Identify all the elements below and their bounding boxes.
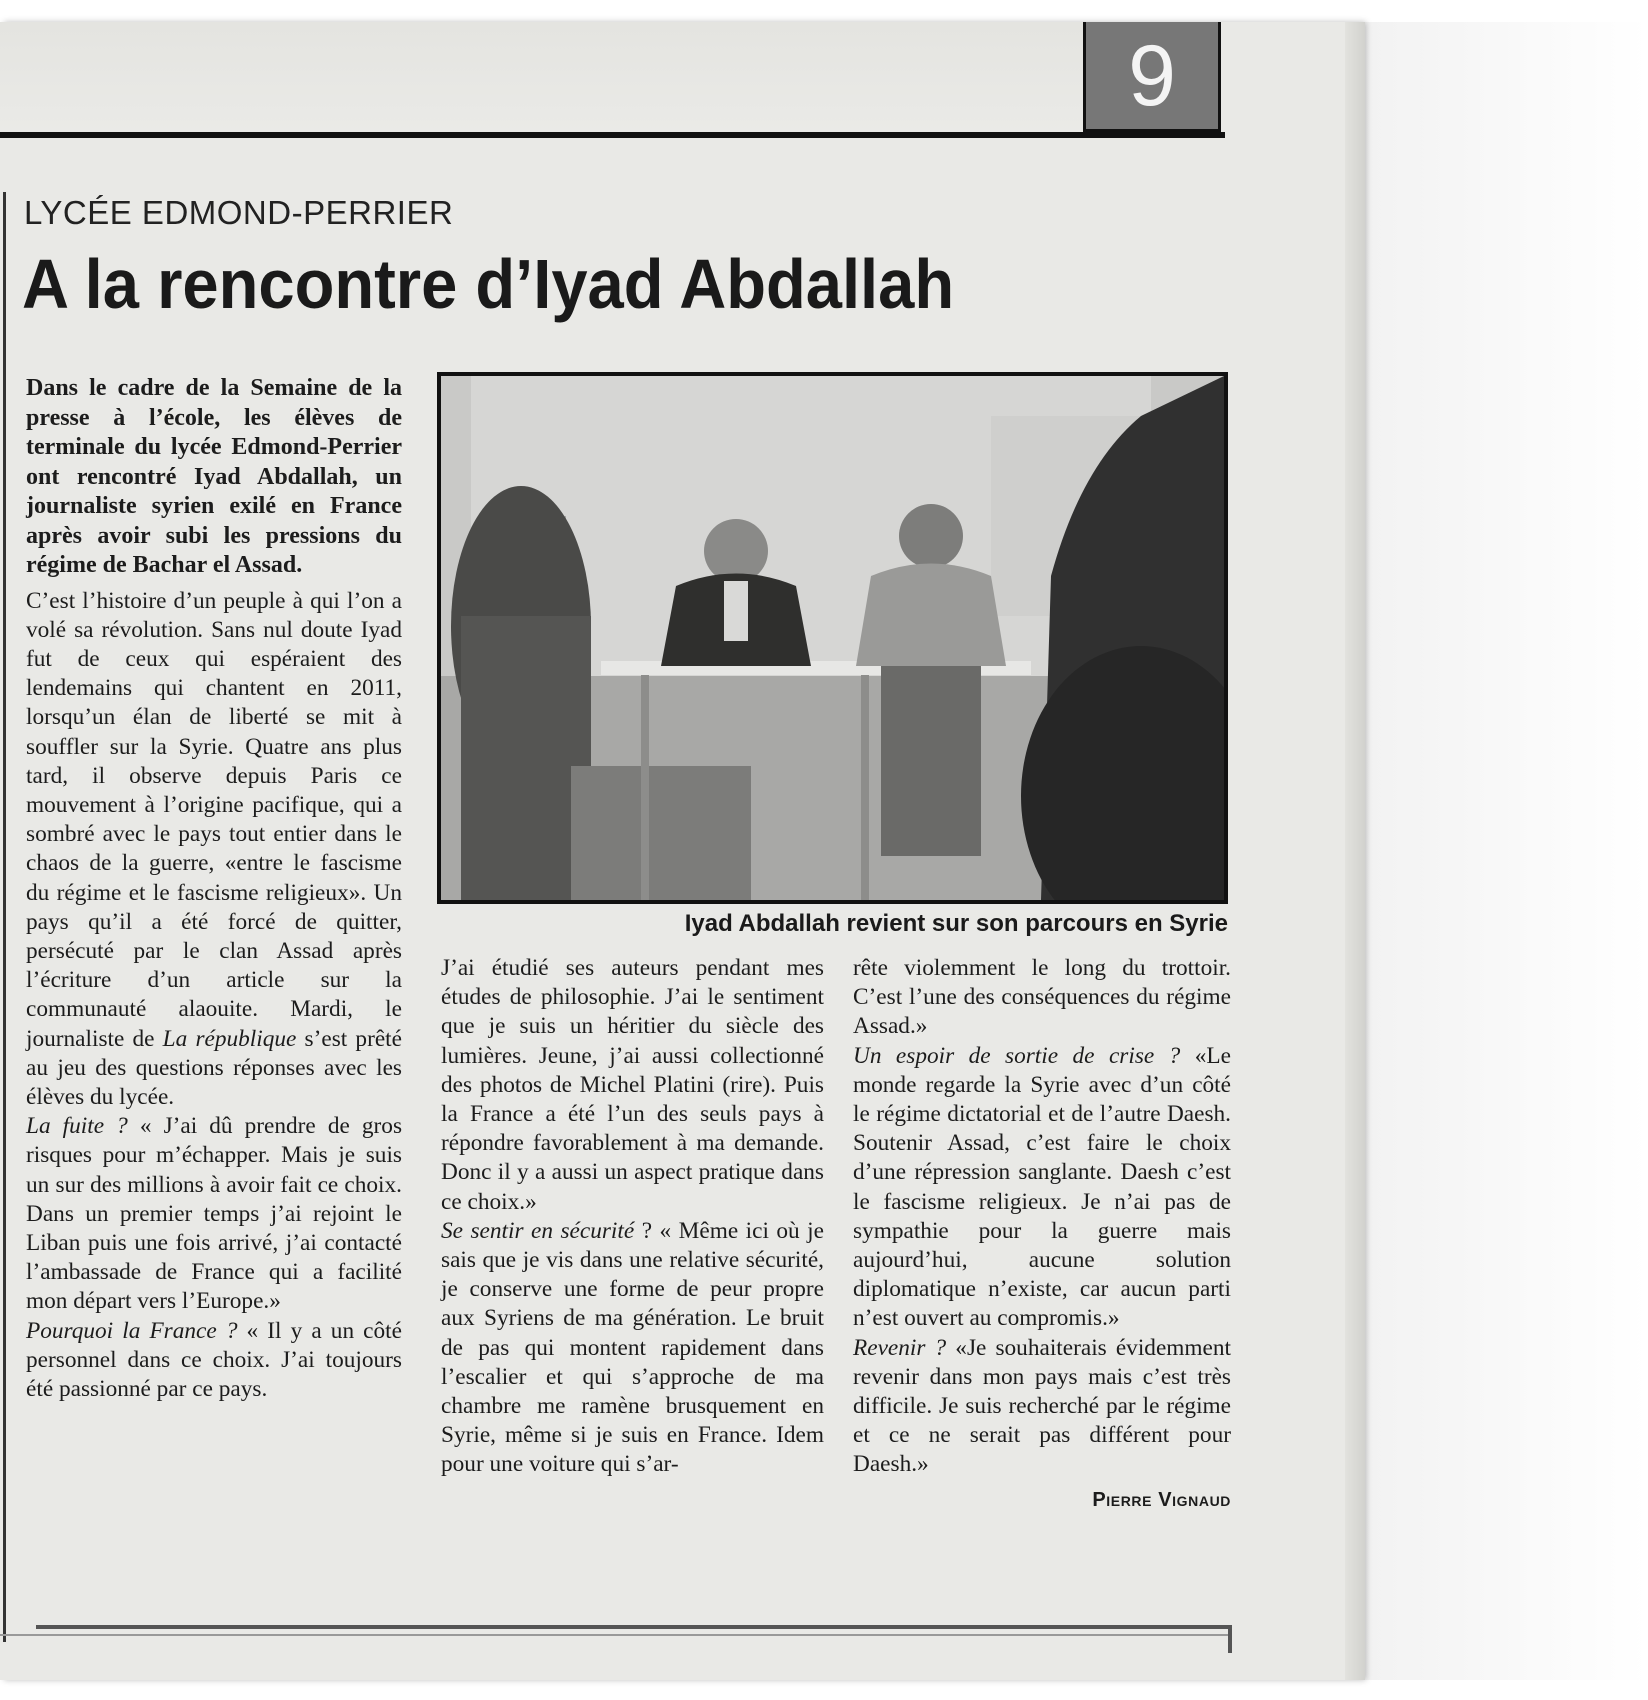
top-divider [0, 132, 1225, 138]
article-photo [437, 372, 1228, 904]
paper-edge [1345, 22, 1365, 1680]
publication-name: La république [162, 1025, 297, 1052]
paragraph-q2-cont: J’ai étudié ses auteurs pendant mes études de philosophie. J’ai le sentiment que je suis un héritier du siècle des lumières. Jeune, j’ai aussi collectionné des photos de Michel Platini (rire). Puis la France a été l’un des seuls pays à répondre favorablement à ma demande. Donc il y a aussi un aspect pratique dans ce choix.» [441, 955, 824, 1215]
page-number-box [1083, 22, 1221, 132]
left-divider [3, 192, 6, 1642]
article-lead: Dans le cadre de la Semaine de la presse à l’école, les élèves de terminale du lycée Edmond-Perrier ont rencontré Iyad Abdallah, un journaliste syrien exilé en France après avoir subi les pressions du régime de Bachar el Assad. [26, 375, 402, 578]
answer-2-start: « Il y a un côté personnel dans ce choix. J’ai toujours été passionné par ce pays. [26, 1317, 402, 1402]
answer-4: «Le monde regarde la Syrie avec d’un côté le régime dictatorial et de l’autre Daesh. Soutenir Assad, c’est faire le choix d’une répression sanglante. Daesh c’est le fascisme religieux. Je n’ai pas de sympathie pour la guerre mais aujourd’hui, aucune solution diplomatique n’existe, car aucun parti n’est ouvert au compromis.» [853, 1042, 1232, 1332]
photo-illustration [441, 376, 1224, 900]
page-number: 9 [1128, 27, 1176, 124]
newspaper-page [0, 22, 1362, 1680]
question-4: Un espoir de sortie de crise ? [853, 1042, 1181, 1069]
bottom-divider-tail [1228, 1625, 1232, 1653]
background [1365, 22, 1648, 1680]
article-column-3 [853, 954, 1231, 1515]
article-column-2 [441, 954, 824, 1480]
photo-caption: Iyad Abdallah revient sur son parcours en Syrie [684, 910, 1228, 937]
top-strip [0, 22, 1090, 132]
paragraph-q3-cont: rête violemment le long du trottoir. C’est l’une des conséquences du régime Assad.» [853, 955, 1231, 1040]
intro-text: C’est l’histoire d’un peuple à qui l’on a volé sa révolution. Sans nul doute Iyad fut de ceux qui espéraient des lendemains qui chantent en 2011, lorsqu’un élan de liberté se mit à souffler sur la Syrie. Quatre ans plus tard, il observe depuis Paris ce mouvement à l’origine pacifique, qui a sombré avec le pays tout entier dans le chaos de la guerre, «entre le fascisme du régime et le fascisme religieux». Un pays qu’il a été forcé de quitter, persécuté par le clan Assad après l’écriture d’un article sur la communauté alaouite. Mardi, le journaliste de [26, 587, 402, 1052]
bottom-divider-thin [0, 1634, 1232, 1636]
article-headline: A la rencontre d’Iyad Abdallah [22, 245, 955, 323]
paragraph-q2 [26, 1317, 402, 1405]
paragraph-q3 [441, 1217, 824, 1480]
paragraph-q4 [853, 1042, 1231, 1334]
question-5: Revenir ? [853, 1334, 947, 1361]
article-column-1 [26, 374, 402, 1404]
answer-3-start: ? « Même ici où je sais que je vis dans une relative sécurité, je conserve une forme de peur propre aux Syriens de ma génération. Le bruit de pas qui montent rapidement dans l’escalier et qui s’approche de ma chambre me ramène brusquement en Syrie, même si je suis en France. Idem pour une voiture qui s’ar- [441, 1217, 824, 1478]
answer-1: « J’ai dû prendre de gros risques pour m’échapper. Mais je suis un sur des millions à avoir fait ce choix. Dans un premier temps j’ai rejoint le Liban puis une fois arrivé, j’ai contacté l’ambassade de France qui a facilité mon départ vers l’Europe.» [26, 1113, 403, 1315]
intro-text-end: s’est prêté au jeu des questions réponses avec les élèves du lycée. [26, 1025, 402, 1110]
answer-5: «Je souhaiterais évidemment revenir dans mon pays mais c’est très difficile. Je suis recherché par le régime et ce ne serait pas différent pour Daesh.» [853, 1334, 1231, 1478]
bottom-divider [36, 1625, 1231, 1629]
question-1: La fuite ? [26, 1113, 128, 1140]
question-3: Se sentir en sécurité [441, 1217, 635, 1244]
article-kicker: LYCÉE EDMOND-PERRIER [24, 194, 454, 231]
paragraph-intro [26, 587, 402, 1113]
question-2: Pourquoi la France ? [26, 1317, 238, 1344]
paragraph-q1 [26, 1112, 402, 1316]
paragraph-q5 [853, 1334, 1231, 1480]
article-signature: Pierre Vignaud [1092, 1488, 1231, 1511]
